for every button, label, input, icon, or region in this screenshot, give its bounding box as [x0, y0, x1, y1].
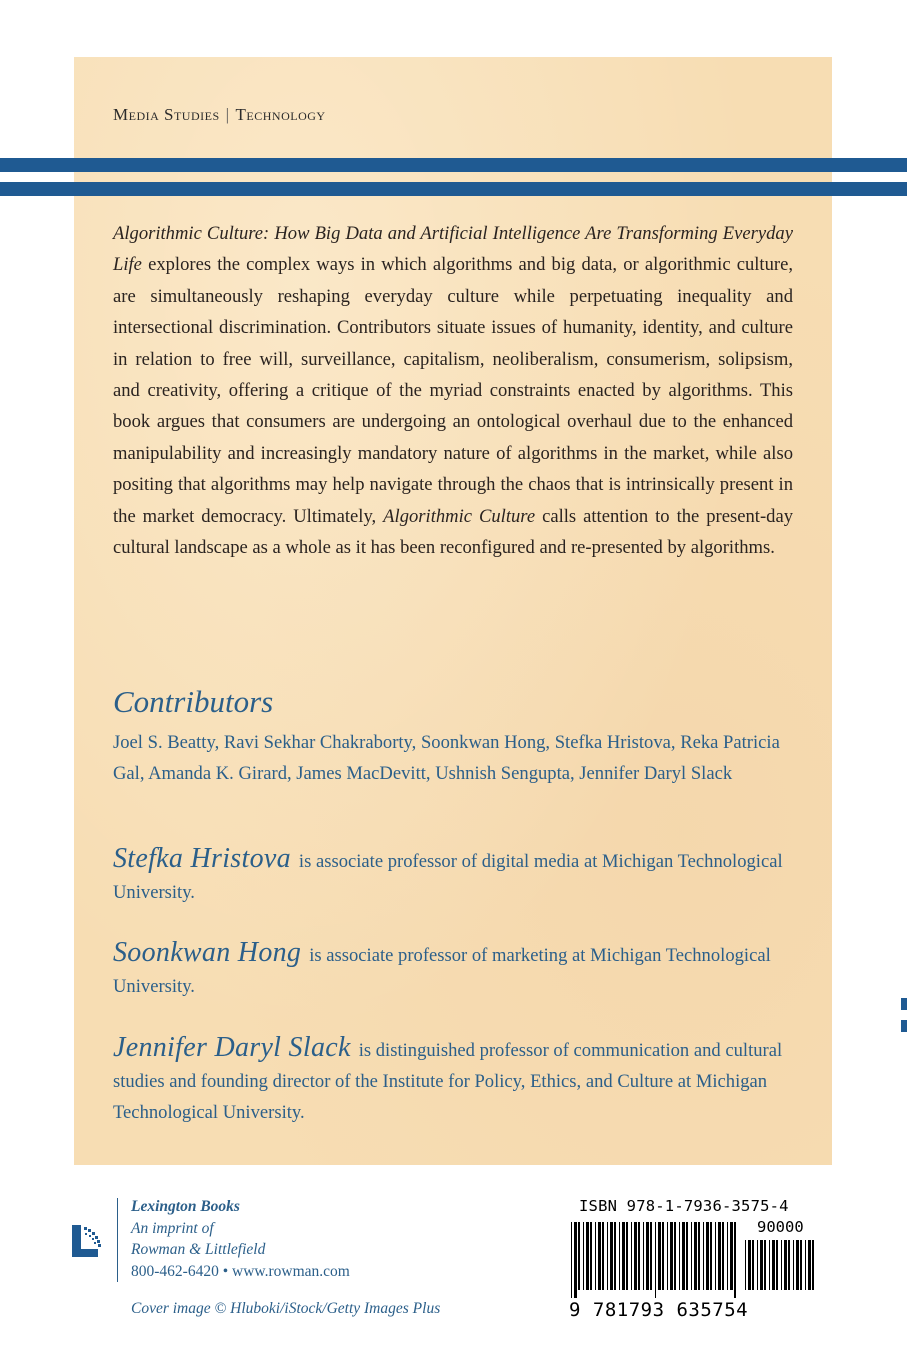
publisher-phone: 800-462-6420	[131, 1262, 219, 1280]
stripe-bottom	[0, 182, 907, 196]
author-bio-text: is associate professor of digital media at Michigan Technological University.	[113, 851, 783, 903]
publisher-divider	[117, 1198, 118, 1282]
isbn-barcode	[557, 1192, 828, 1336]
author-bio	[113, 843, 803, 908]
barcode-bar	[730, 1222, 733, 1290]
barcode-bar	[650, 1222, 652, 1290]
category-separator: |	[225, 105, 230, 124]
barcode-bar	[710, 1222, 712, 1290]
isbn-label: ISBN 978-1-7936-3575-4	[579, 1197, 789, 1215]
publisher-contact	[131, 1261, 350, 1283]
author-bio	[113, 937, 803, 1002]
barcode-bar	[598, 1222, 601, 1290]
barcode-bar	[622, 1222, 625, 1290]
imprint-line: An imprint of	[131, 1219, 214, 1237]
author-bio-text: is distinguished professor of communication and cultural studies and founding director of the Institute for Policy, Ethics, and Culture at Michigan Technological University.	[113, 1040, 783, 1123]
barcode-bar	[734, 1222, 736, 1298]
barcode-bar	[646, 1222, 649, 1290]
publisher-name: Lexington Books	[131, 1198, 240, 1215]
price-code: 90000	[757, 1218, 804, 1236]
barcode-bar	[808, 1240, 811, 1290]
barcode-bar	[658, 1222, 661, 1290]
barcode-bar	[764, 1240, 766, 1290]
barcode-bar	[691, 1222, 692, 1290]
barcode-bar	[769, 1240, 770, 1290]
barcode-bar	[610, 1222, 613, 1290]
publisher-website: www.rowman.com	[232, 1262, 350, 1280]
barcode-bar	[574, 1222, 577, 1298]
contributors-heading: Contributors	[113, 684, 274, 719]
barcode-bar	[722, 1222, 724, 1290]
barcode-bar	[752, 1240, 754, 1290]
stripe-top	[0, 158, 907, 172]
barcode-bar	[812, 1240, 814, 1290]
barcode-bar	[679, 1222, 680, 1290]
barcode-bar	[662, 1222, 664, 1290]
barcode-bar	[781, 1240, 782, 1290]
barcode-bar	[788, 1240, 790, 1290]
barcode-bar	[715, 1222, 716, 1290]
barcode-bar	[667, 1222, 668, 1290]
barcode-bar	[670, 1222, 673, 1290]
contact-bullet: •	[222, 1262, 229, 1280]
barcode-bar	[800, 1240, 802, 1290]
barcode-bar	[586, 1222, 589, 1290]
barcode-bar	[748, 1240, 751, 1290]
category-media-studies: Media Studies	[113, 105, 220, 124]
barcode-bar	[776, 1240, 778, 1290]
barcode-bar	[583, 1222, 584, 1290]
barcode-bar	[643, 1222, 644, 1290]
ean-digits: 9 781793 635754	[569, 1299, 749, 1321]
parent-publisher: Rowman & Littlefield	[131, 1241, 266, 1258]
category-heading	[113, 105, 326, 125]
author-name: Jennifer Daryl Slack	[113, 1032, 351, 1063]
barcode-bar	[793, 1240, 794, 1290]
barcode-bar	[631, 1222, 632, 1290]
barcode-bar	[595, 1222, 596, 1290]
barcode-bar	[614, 1222, 616, 1290]
book-title-italic: Algorithmic Culture: How Big Data and Artificial Intelligence Are Transforming Everyday Life	[113, 223, 793, 276]
author-bio-text: is associate professor of marketing at Michigan Technological University.	[113, 945, 771, 997]
barcode-bar	[607, 1222, 608, 1290]
barcode-bar	[760, 1240, 763, 1290]
barcode-bar	[757, 1240, 758, 1290]
publisher-logo-icon	[72, 1197, 106, 1277]
barcode-bar	[602, 1222, 604, 1290]
contributors-list: Joel S. Beatty, Ravi Sekhar Chakraborty, Soonkwan Hong, Stefka Hristova, Reka Patricia Gal, Amanda K. Girard, James MacDevitt, Ushnish Sengupta, Jennifer Daryl Slack	[113, 732, 780, 784]
book-description	[113, 218, 793, 563]
barcode-bar	[718, 1222, 721, 1290]
barcode-bar	[578, 1222, 580, 1290]
ean-barcode-bars	[569, 1222, 739, 1298]
description-body-2: calls attention to the present-day cultural landscape as a whole as it has been reconfigured and re-presented by algorithms.	[113, 505, 793, 559]
barcode-bar	[638, 1222, 640, 1290]
price-barcode-bars	[743, 1240, 817, 1298]
barcode-bar	[571, 1222, 572, 1298]
barcode-bar	[796, 1240, 799, 1290]
category-technology: Technology	[235, 105, 326, 124]
barcode-bar	[772, 1240, 775, 1290]
barcode-bar	[805, 1240, 806, 1290]
author-bio	[113, 1032, 803, 1128]
barcode-bar	[634, 1222, 637, 1290]
barcode-bar	[703, 1222, 704, 1290]
barcode-bar	[619, 1222, 620, 1290]
barcode-bar	[745, 1240, 746, 1290]
barcode-bar	[784, 1240, 787, 1290]
barcode-bar	[674, 1222, 676, 1290]
barcode-bar	[706, 1222, 709, 1290]
edge-mark	[901, 998, 907, 1010]
barcode-bar	[694, 1222, 697, 1290]
cover-image-credit: Cover image © Hluboki/iStock/Getty Images Plus	[131, 1300, 441, 1317]
author-name: Stefka Hristova	[113, 843, 291, 874]
publisher-info	[131, 1196, 350, 1282]
description-body-1: explores the complex ways in which algorithms and big data, or algorithmic culture, are simultaneously reshaping everyday culture while perpetuating inequality and intersectional discrimination. Contributors situate issues of humanity, identity, and culture in relation to free will, surveillance, capitalism, neoliberalism, consumerism, solipsism, and creativity, offering a critique of the myriad constraints enacted by algorithms. This book argues that consumers are undergoing an ontological overhaul due to the enhanced manipulability and increasingly mandatory nature of algorithms in the market, while also positing that algorithms may help navigate through the chaos that is intrinsically present in the market democracy. Ultimately,	[113, 254, 793, 527]
barcode-bar	[698, 1222, 700, 1290]
book-title-short-italic: Algorithmic Culture	[383, 505, 536, 527]
barcode-bar	[655, 1222, 656, 1298]
barcode-bar	[682, 1222, 685, 1290]
author-name: Soonkwan Hong	[113, 937, 302, 968]
edge-mark	[901, 1020, 907, 1032]
barcode-bar	[686, 1222, 688, 1290]
barcode-bar	[590, 1222, 592, 1290]
barcode-bar	[727, 1222, 728, 1290]
barcode-bar	[626, 1222, 628, 1290]
